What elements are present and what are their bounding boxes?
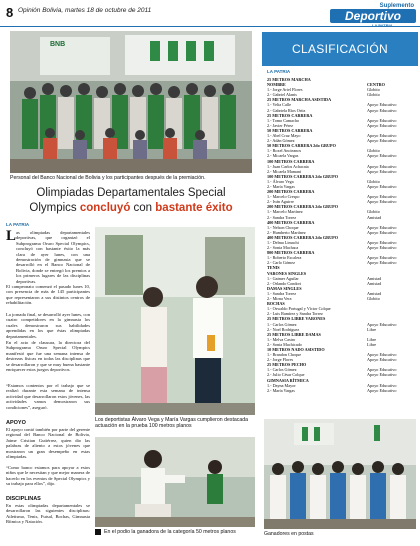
result-center: Amistad [367, 275, 382, 281]
result-name: DAMAS SINGLES [267, 285, 302, 291]
result-name: 2.- Jorge Flores [267, 357, 294, 363]
result-name: 25 METROS CARRERA [267, 112, 313, 118]
result-name: 2.- Noel Rodríguez [267, 326, 300, 332]
classification-title: CLASIFICACIÓN GENERAL [262, 32, 418, 66]
result-name: 2.- Sandra Torrez [267, 214, 297, 220]
result-center: Globito [367, 92, 380, 98]
result-center: Apoyo Educativo [367, 133, 397, 139]
drop-cap: L [6, 228, 17, 244]
result-center: Apoyo Educativo [367, 224, 397, 230]
result-center: Globito [367, 148, 380, 154]
result-name: 2.- Sonia Machaca [267, 245, 299, 251]
result-center: Apoyo Educativo [367, 352, 397, 358]
podium-photo [95, 437, 255, 527]
result-center: Globito [367, 209, 380, 215]
athletes-illustration [95, 227, 255, 415]
headline-line1: Olimpiadas Departamentales Special [36, 187, 226, 199]
result-name: 400 METROS CARRERA [267, 219, 315, 225]
result-name: 2.- Luis Ramírez y Sandra Torrez [267, 311, 323, 317]
result-name: 2.- Orlando Condori [267, 280, 302, 286]
supplement-label: Suplemento [379, 3, 414, 9]
result-center: Apoyo Educativo [367, 382, 397, 388]
result-name: 1.- Delma Limachi [267, 240, 299, 245]
byline: LA PATRIA [6, 222, 30, 227]
caption-bullet [95, 529, 101, 535]
result-name: 1.- Álvaro Vega [267, 178, 294, 184]
classification-label: LA PATRIA [267, 69, 291, 74]
result-center: Amistad [367, 214, 382, 220]
result-center: Amistad [367, 280, 382, 286]
result-center: Libre [367, 341, 377, 347]
result-name: 1.- Roxel Ancieanos [267, 148, 302, 154]
page-number: 8 [6, 5, 14, 20]
result-center: Apoyo Educativo [367, 194, 397, 200]
top-photo-caption: Personal del Banco Nacional de Bolivia y los participantes después de la premiación. [10, 175, 206, 181]
result-name: 200 METROS CARRERA [267, 189, 315, 195]
result-center: Globito [367, 296, 380, 302]
result-name: 1.- Juan Carlos Achacata [267, 163, 309, 169]
page-header [0, 0, 420, 26]
result-name: 1.- Brandon Choque [267, 352, 302, 358]
results-table [267, 77, 417, 393]
relay-winners-photo [264, 419, 416, 529]
result-name: 1.- Oswaldo Portugal y Víctor Colque [267, 306, 331, 312]
headline-line2 [0, 202, 262, 214]
bank-sign: BNB [50, 41, 66, 48]
result-name: 2.- Mirna Vera [267, 296, 292, 302]
result-name: 2.- Gabriela Ríos Ortiz [267, 107, 306, 113]
headline-red1: concluyó [79, 202, 131, 214]
apoyo-para2: “Como banco estamos para apoyar a estos niños que le necesitan y que mejor manera de hacerlo en los eventos de Special Olympics y su trabajo para ellos”, dijo. [6, 465, 90, 487]
result-center: Apoyo Educativo [367, 387, 397, 393]
result-center: Apoyo Educativo [367, 107, 397, 113]
subhead-disciplinas: DISCIPLINAS [6, 496, 41, 502]
result-name: 1.- Carlos Gómez [267, 367, 297, 373]
result-center: Libre [367, 326, 377, 332]
result-center: Globito [367, 87, 380, 93]
article-para4: En el acto de clausura, la directora del Subprograma Oruro Special Olympics manifestó que fue una semana intensa de destrezas físicas en todas las disciplinas que se desarrollaron y que se muy buena bastante enriquecer estos juegos deportivos. [6, 340, 90, 373]
article-para3: La jornada final, se desarrolló ayer lunes, con cuatro competidores en la gimnasia los cuales demostraron sus habilidades aprendidas en los que éstas olimpiadas departamentales. [6, 312, 90, 339]
result-center: Apoyo Educativo [367, 102, 397, 108]
dateline: Opinión Bolivia, martes 18 de octubre de 2011 [18, 7, 152, 14]
result-center: Apoyo Educativo [367, 122, 397, 128]
result-name: 1.- Gaimer Aguilar [267, 275, 299, 281]
result-center: Apoyo Educativo [367, 163, 397, 169]
result-name: 100 METROS CARRERA 2do GRUPO [267, 173, 338, 179]
result-name: 1.- Marcelo Martínez [267, 209, 303, 215]
result-center: Apoyo Educativo [367, 367, 397, 373]
headline-word1: Olympics [29, 202, 80, 214]
result-row [267, 388, 417, 393]
result-name: 2.- Julio César Colque [267, 372, 305, 378]
result-name: 1.- Velia Calle [267, 102, 291, 108]
result-name: 2.- Humberto Martínez [267, 229, 306, 235]
result-name: 2.- María Vargas [267, 183, 295, 189]
result-name: 2.- Adán Gómez [267, 138, 295, 144]
apoyo-para1: El apoyo contó también por parte del gerente regional del Banco Nacional de Bolivia, Jaime Cristian Gutiérrez, quien dio las palabras de aliento a estos jóvenes que mostraron un gran desempeño en estas olimpiadas. [6, 427, 90, 460]
result-name: 25 METROS MARCHA ASISTIDA [267, 97, 332, 103]
result-name: TENIS [267, 265, 280, 271]
podium-illustration [95, 437, 255, 527]
middle-photo-caption: Los deportistas Álvaro Vega y María Vargas cumplieron destacada actuación en la prueba 100 metros planos [95, 417, 249, 429]
right-photo-caption: Ganadores en postas [264, 531, 314, 537]
result-center: Globito [367, 178, 380, 184]
result-center: Apoyo Educativo [367, 260, 397, 266]
result-center: Apoyo Educativo [367, 229, 397, 235]
result-center: Apoyo Educativo [367, 240, 397, 245]
result-name: 1.- Sandra Torrez [267, 290, 297, 296]
result-name: 2.- Sonia Machicado [267, 341, 302, 347]
result-name: 200 METROS CARRERA 2do GRUPO [267, 204, 338, 210]
result-center: Apoyo Educativo [367, 357, 397, 363]
result-center: Apoyo Educativo [367, 168, 397, 174]
article-para2: El campeonato comenzó el pasado lunes 10, con presencia de más de 145 participantes que representaron a sus distintos centros de rehabilitación. [6, 284, 90, 306]
result-center: Apoyo Educativo [367, 199, 397, 205]
result-name: BOCHAS [267, 301, 285, 307]
headline-red2: bastante éxito [155, 202, 233, 214]
result-name: 1.- Carlos Gómez [267, 321, 297, 327]
result-name: 25 METROS PECHO [267, 362, 307, 368]
result-name: 2.- Iván Aguirre [267, 199, 294, 205]
result-name: 1.- Tomo Camacho [267, 117, 300, 123]
result-name: 1.- Melva Castro [267, 336, 296, 342]
result-center: Apoyo Educativo [367, 183, 397, 189]
result-name: 1.- Nelson Choque [267, 224, 299, 230]
result-name: 2.- Javier Pérez [267, 122, 293, 128]
result-name: 10 METROS NADO ASISTIDO [267, 346, 325, 352]
result-center: Libre [367, 336, 377, 342]
subhead-apoyo: APOYO [6, 420, 26, 426]
result-name: NOMBRE [267, 82, 286, 88]
result-name: 2.- Micaela Vargas [267, 153, 299, 159]
result-name: 800 METROS CARRERA [267, 250, 315, 256]
result-name: 2.- Carlo Gómez [267, 260, 296, 266]
result-center: Apoyo Educativo [367, 138, 397, 144]
result-name: 2.- María Vargas [267, 387, 295, 393]
result-center: Apoyo Educativo [367, 255, 397, 261]
group-photo [10, 31, 252, 173]
supplement-logo: Deportivo [330, 9, 416, 23]
headline-word2: con [130, 202, 156, 214]
header-rule [0, 26, 420, 27]
article-para1: as olimpiadas departamentales deportivas, que organizó el Subprograma Oruro Special Olympics, concluyó con bastante éxito la más clara de ayer lunes, con una demostración de gimnasia que se desarrolló en el Banco Nacional de Bolivia, donde se entregó los premios a los primeros lugares de las disciplinas deportivas. [16, 230, 90, 284]
result-name: 50 METROS CARRERA 2do GRUPO [267, 143, 336, 149]
result-name: VARONES SINGLES [267, 270, 307, 276]
result-name: 2.- Gabriel Alanis [267, 92, 297, 98]
result-name: GIMNASIA RÍTMICA [267, 377, 309, 383]
result-center: Apoyo Educativo [367, 117, 397, 123]
result-center: Amistad [367, 290, 382, 296]
result-center: Apoyo Educativo [367, 321, 397, 327]
result-center: Apoyo Educativo [367, 372, 397, 378]
result-name: 25 METROS MARCHA [267, 77, 311, 82]
result-name: 1.- Dayna Mayor [267, 382, 296, 388]
result-name: 1.- Marcelo Crespo [267, 194, 300, 200]
result-name: 25 METROS LIBRE VARONES [267, 316, 326, 322]
disciplinas-para: En estas olimpiadas departamentales se desarrollaron las siguientes disciplinas: Atletismo, Tenis, Futsal, Bochas, Gimnasia Rítmica y Natación. [6, 503, 90, 525]
athletes-photo [95, 227, 255, 415]
result-name: 100 METROS CARRERA [267, 158, 315, 164]
result-name: 1.- Abel Cruz Mayo [267, 133, 301, 139]
result-name: 1.- Roberto Escalera [267, 255, 302, 261]
result-center: CENTRO [367, 82, 385, 88]
result-center: Apoyo Educativo [367, 153, 397, 159]
result-name: 400 METROS CARRERA 2do GRUPO [267, 234, 338, 240]
result-name: 1.- Jorge Ariel Flores [267, 87, 303, 93]
relay-winners-illustration [264, 419, 416, 529]
result-name: 2.- Micaela Mamani [267, 168, 302, 174]
group-photo-illustration [10, 31, 252, 173]
result-name: 25 METROS LIBRE DAMAS [267, 331, 321, 337]
result-center: Apoyo Educativo [367, 245, 397, 251]
article-para5: “Estamos contentos por el trabajo que se realizó durante esta semana de intensa actividad que desarrollaron estos jóvenes, las actividades vamos demostraron sus condiciones”, aseguró. [6, 383, 90, 410]
result-name: 50 METROS CARRERA [267, 127, 313, 133]
bottom-photo-caption: En el podio la ganadora de la categoría 50 metros planos [104, 529, 236, 535]
